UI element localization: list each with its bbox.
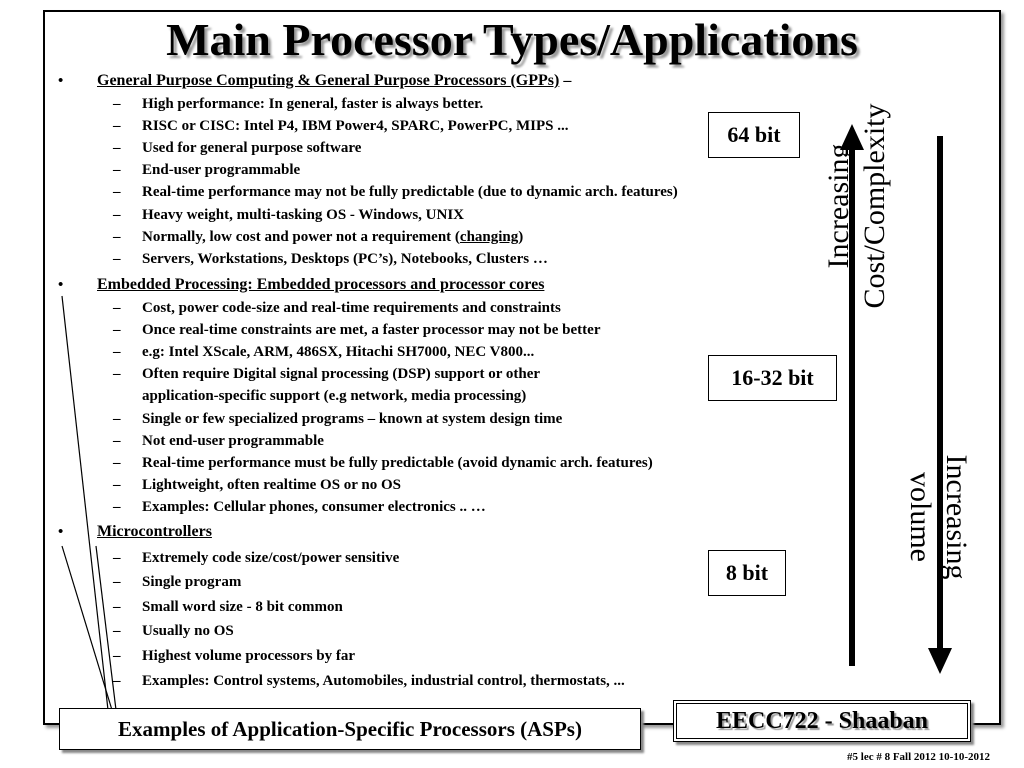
- dash: –: [113, 499, 121, 515]
- dash: –: [113, 477, 121, 493]
- bit-box-8: 8 bit: [708, 550, 786, 596]
- embedded-item: Often require Digital signal processing (DSP) support or other: [142, 366, 541, 382]
- cost-arrow-line2: Cost/Complexity: [858, 103, 891, 309]
- dash: –: [113, 648, 121, 664]
- slide-title: Main Processor Types/Applications: [166, 14, 858, 65]
- dash: –: [113, 251, 121, 267]
- embedded-item: Once real-time constraints are met, a faster processor may not be better: [142, 322, 601, 338]
- dash: –: [113, 455, 121, 471]
- dash: –: [113, 207, 121, 223]
- embedded-item: Cost, power code-size and real-time requirements and constraints: [142, 300, 561, 316]
- gpp-item: High performance: In general, faster is always better.: [142, 96, 484, 112]
- embedded-item: e.g: Intel XScale, ARM, 486SX, Hitachi SH7000, NEC V800...: [142, 344, 535, 360]
- dash: –: [113, 229, 121, 245]
- dash: –: [113, 96, 121, 112]
- volume-arrow-line1: Increasing: [940, 454, 973, 580]
- gpp-item: Servers, Workstations, Desktops (PC’s), Notebooks, Clusters …: [142, 251, 548, 267]
- cost-suffix: ): [518, 229, 524, 245]
- dash: –: [113, 673, 121, 689]
- dash: –: [113, 140, 121, 156]
- embedded-item-continued: application-specific support (e.g network, media processing): [142, 388, 527, 404]
- dash: –: [113, 162, 121, 178]
- embedded-item: Single or few specialized programs – known at system design time: [142, 411, 563, 427]
- heading-gpp-suffix: –: [559, 72, 572, 89]
- gpp-item: Real-time performance may not be fully predictable (due to dynamic arch. features): [142, 184, 678, 200]
- heading-gpp-text: General Purpose Computing & General Purpose Processors (GPPs): [97, 72, 560, 89]
- gpp-item: End-user programmable: [142, 162, 301, 178]
- dash: –: [113, 433, 121, 449]
- leader-line-embedded: [62, 296, 108, 710]
- dash: –: [113, 599, 121, 615]
- micro-item: Single program: [142, 574, 242, 590]
- gpp-item: Heavy weight, multi-tasking OS - Windows, UNIX: [142, 207, 464, 223]
- bullet-embedded: •: [58, 277, 64, 293]
- micro-item: Highest volume processors by far: [142, 648, 356, 664]
- micro-item: Small word size - 8 bit common: [142, 599, 343, 615]
- bit-box-16-32: 16-32 bit: [708, 355, 837, 401]
- footer-brand-box: [673, 700, 971, 742]
- dash: –: [113, 366, 121, 382]
- embedded-item: Examples: Cellular phones, consumer electronics .. …: [142, 499, 486, 515]
- gpp-item: Used for general purpose software: [142, 140, 362, 156]
- slide-footnote: #5 lec # 8 Fall 2012 10-10-2012: [847, 751, 990, 763]
- dash: –: [113, 118, 121, 134]
- cost-prefix: Normally, low cost and power not a requirement (: [142, 229, 460, 245]
- dash: –: [113, 623, 121, 639]
- volume-arrow-label: [902, 417, 974, 617]
- embedded-item: Lightweight, often realtime OS or no OS: [142, 477, 402, 493]
- heading-embedded: Embedded Processing: Embedded processors and processor cores: [97, 276, 545, 293]
- dash: –: [113, 184, 121, 200]
- heading-microcontrollers: Microcontrollers: [97, 523, 212, 540]
- dash: –: [113, 411, 121, 427]
- dash: –: [113, 322, 121, 338]
- bit-box-64: 64 bit: [708, 112, 800, 158]
- volume-arrow-line2: volume: [904, 472, 937, 562]
- asp-label-box: Examples of Application-Specific Processors (ASPs): [59, 708, 641, 750]
- embedded-item: Real-time performance must be fully predictable (avoid dynamic arch. features): [142, 455, 653, 471]
- dash: –: [113, 344, 121, 360]
- dash: –: [113, 300, 121, 316]
- micro-item: Examples: Control systems, Automobiles, industrial control, thermostats, ...: [142, 673, 625, 689]
- gpp-item: RISC or CISC: Intel P4, IBM Power4, SPARC, PowerPC, MIPS ...: [142, 118, 569, 134]
- micro-item: Usually no OS: [142, 623, 234, 639]
- embedded-item: Not end-user programmable: [142, 433, 324, 449]
- cost-emph: changing: [459, 229, 519, 245]
- cost-arrow-label: [821, 26, 893, 386]
- bullet-gpp: •: [58, 73, 64, 89]
- micro-item: Extremely code size/cost/power sensitive: [142, 550, 400, 566]
- cost-arrow-line1: Increasing: [822, 143, 855, 269]
- footer-brand: EECC722 - Shaaban: [676, 703, 968, 739]
- leader-line-micro: [62, 546, 112, 710]
- dash: –: [113, 550, 121, 566]
- bullet-microcontrollers: •: [58, 524, 64, 540]
- dash: –: [113, 574, 121, 590]
